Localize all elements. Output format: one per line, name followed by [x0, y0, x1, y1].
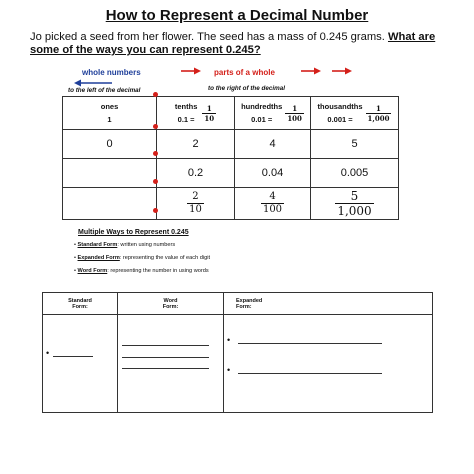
- term: Expanded Form: [77, 255, 120, 261]
- cell-hundredths: 4: [235, 130, 311, 159]
- header-fraction: [202, 105, 216, 122]
- fraction: [261, 192, 284, 215]
- header-name: ones: [100, 102, 119, 111]
- header-line: Form:: [162, 304, 179, 310]
- expanded-form-answer-cell[interactable]: [224, 315, 433, 413]
- decimal-point-dot: [153, 208, 158, 213]
- standard-form-answer-line[interactable]: [53, 356, 93, 357]
- denominator: 1,000: [367, 113, 390, 123]
- term: Word Form: [77, 268, 108, 274]
- intro-paragraph: [30, 31, 450, 57]
- header-line: Form:: [236, 304, 252, 310]
- to-right-label: to the right of the decimal: [208, 85, 285, 92]
- header-line: Standard: [68, 298, 92, 304]
- standard-form-answer-cell[interactable]: [43, 315, 118, 413]
- cell-ones: [63, 159, 157, 188]
- left-arrow-icon: [74, 79, 114, 87]
- header-value: 0.1 =: [177, 115, 195, 124]
- cell-thousandths: 5: [311, 130, 399, 159]
- answer-row: [43, 315, 433, 413]
- description: : representing the number in using words: [107, 268, 209, 274]
- header-line: Expanded: [236, 298, 263, 304]
- numerator: 4: [269, 191, 276, 202]
- expanded-form-answer-line[interactable]: [238, 373, 382, 374]
- word-form-answer-line[interactable]: [122, 357, 209, 358]
- header-name: hundredths: [241, 102, 283, 111]
- page-title: How to Represent a Decimal Number: [105, 7, 369, 24]
- denominator: 10: [204, 113, 215, 123]
- cell-tenths: 0.2: [157, 159, 235, 188]
- denominator: 1,000: [337, 204, 372, 218]
- cell-ones: 0: [63, 130, 157, 159]
- expanded-form-answer-line[interactable]: [238, 343, 382, 344]
- numerator: 1: [376, 103, 381, 113]
- whole-numbers-label: whole numbers: [82, 68, 141, 77]
- thousandths-header: [311, 97, 399, 130]
- denominator: 100: [262, 204, 283, 215]
- table-row: [63, 188, 399, 220]
- word-form-answer-line[interactable]: [122, 368, 209, 369]
- tenths-header: [157, 97, 235, 130]
- word-form-answer-line[interactable]: [122, 345, 209, 346]
- place-value-table: [62, 96, 399, 220]
- cell-hundredths: [235, 188, 311, 220]
- list-item: [74, 255, 210, 261]
- table-row: [63, 130, 399, 159]
- header-value: 1: [107, 115, 112, 124]
- bullet: •: [74, 255, 76, 261]
- cell-tenths: 2: [157, 130, 235, 159]
- fraction: [187, 192, 204, 215]
- to-left-label: to the left of the decimal: [68, 87, 141, 94]
- header-value: 0.001 =: [327, 115, 353, 124]
- decimal-point-dot: [153, 124, 158, 129]
- right-arrow-icon: [332, 67, 352, 75]
- list-item: [74, 242, 175, 248]
- bullet: •: [74, 242, 76, 248]
- numerator: 1: [206, 103, 212, 113]
- intro-question: What are some of the ways you can represent 0.245?: [30, 31, 436, 56]
- multiple-ways-title: Multiple Ways to Represent 0.245: [78, 229, 189, 236]
- header-line: Form:: [72, 304, 88, 310]
- table-header-row: [43, 293, 433, 315]
- description: : written using numbers: [117, 242, 176, 248]
- denominator: 10: [189, 204, 202, 215]
- denominator: 100: [287, 113, 302, 123]
- header-fraction: [285, 105, 304, 122]
- header-name: thousandths: [317, 102, 363, 111]
- numerator: 5: [350, 189, 359, 203]
- standard-form-header: [43, 293, 118, 315]
- bullet: •: [227, 335, 231, 345]
- forms-table: [42, 292, 433, 413]
- header-name: tenths: [174, 102, 198, 111]
- decimal-point-dot: [153, 179, 158, 184]
- cell-thousandths: 0.005: [311, 159, 399, 188]
- hundredths-header: [235, 97, 311, 130]
- numerator: 2: [192, 191, 199, 202]
- cell-ones: [63, 188, 157, 220]
- decimal-point-dot: [153, 151, 158, 156]
- word-form-header: [118, 293, 224, 315]
- ones-header: [63, 97, 157, 130]
- header-line: Word: [163, 298, 178, 304]
- fraction: [335, 190, 373, 217]
- parts-of-whole-label: parts of a whole: [214, 68, 275, 77]
- intro-text: Jo picked a seed from her flower. The seed has a mass of 0.245 grams.: [30, 31, 385, 43]
- cell-hundredths: 0.04: [235, 159, 311, 188]
- table-row: [63, 159, 399, 188]
- list-item: [74, 268, 209, 274]
- description: : representing the value of each digit: [119, 255, 210, 261]
- numerator: 1: [292, 103, 298, 113]
- right-arrow-icon: [301, 67, 321, 75]
- bullet: •: [74, 268, 76, 274]
- bullet: •: [227, 365, 231, 375]
- decimal-point-dot: [153, 92, 158, 97]
- bullet: •: [46, 348, 50, 358]
- cell-tenths: [157, 188, 235, 220]
- expanded-form-header: [224, 293, 433, 315]
- right-arrow-icon: [181, 67, 201, 75]
- header-value: 0.01 =: [251, 115, 273, 124]
- table-header-row: [63, 97, 399, 130]
- word-form-answer-cell[interactable]: [118, 315, 224, 413]
- header-fraction: [366, 105, 392, 122]
- cell-thousandths: [311, 188, 399, 220]
- term: Standard Form: [77, 242, 118, 248]
